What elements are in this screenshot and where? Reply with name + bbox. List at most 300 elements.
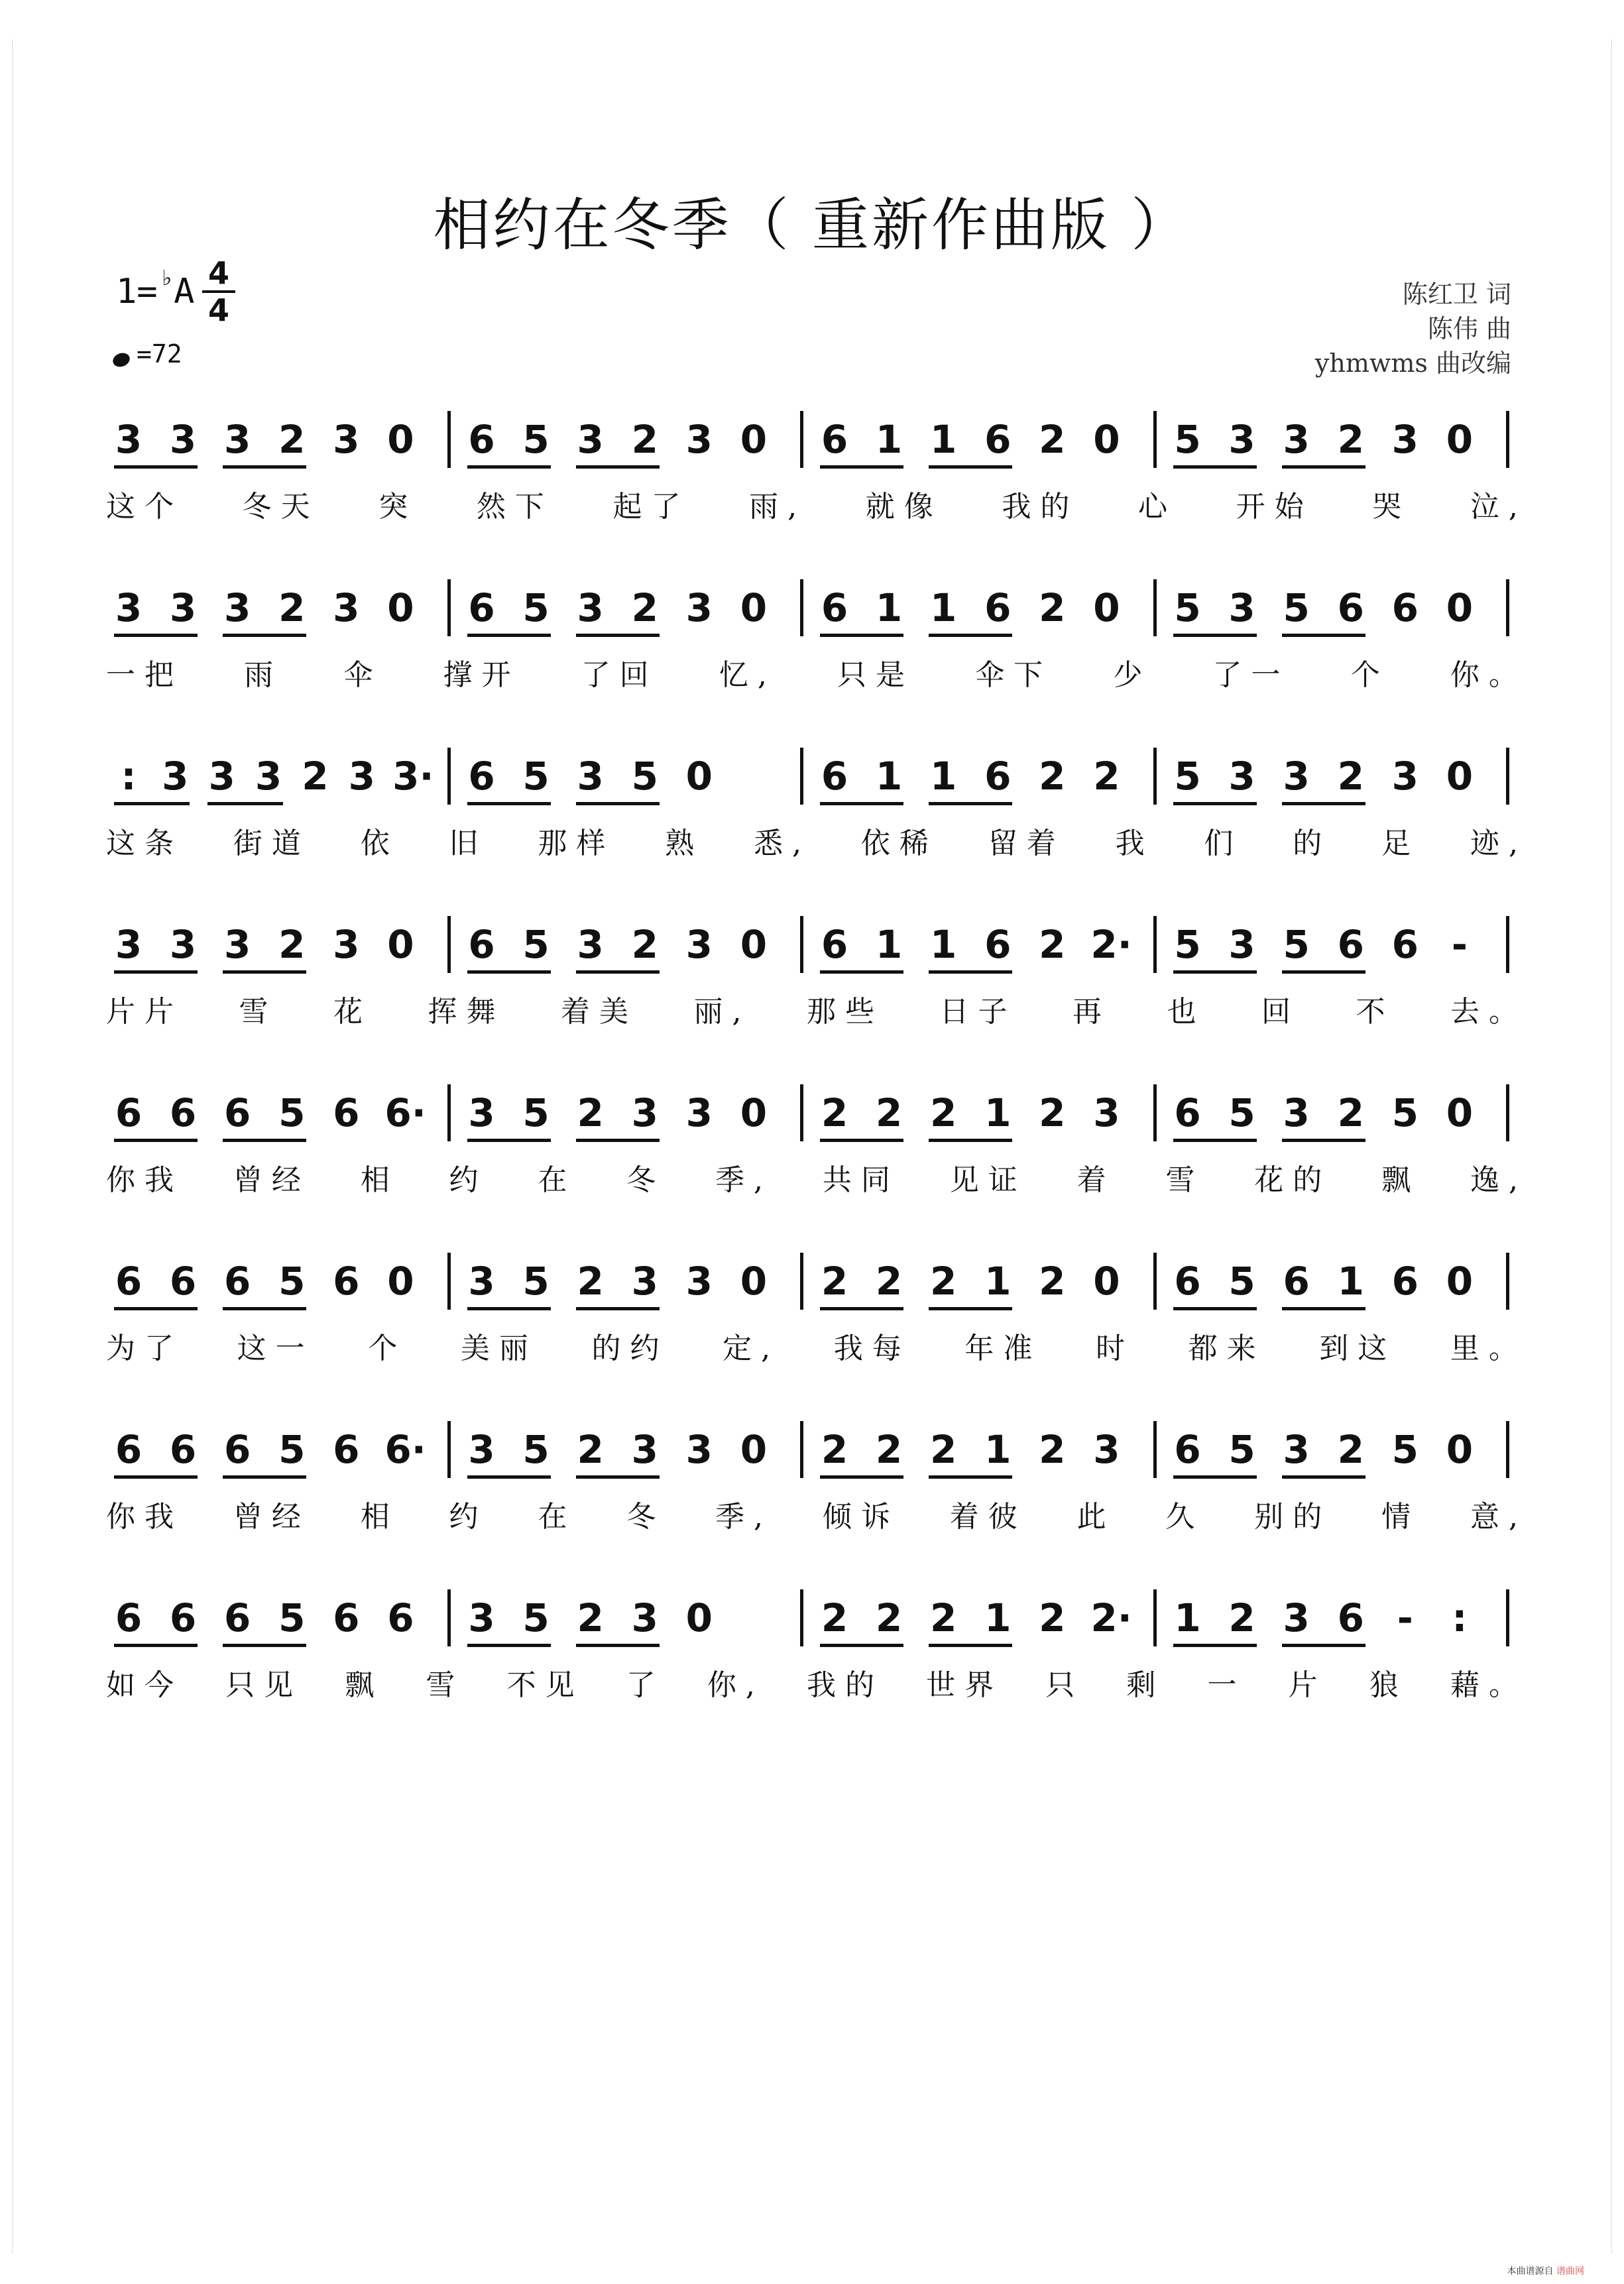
- note: 3: [1391, 754, 1419, 799]
- lyric-word: 突: [378, 490, 408, 524]
- eighth-beam: [114, 802, 190, 805]
- note: 5: [1174, 754, 1201, 799]
- note: 6: [115, 1427, 143, 1472]
- note: 2: [875, 1090, 903, 1135]
- lyric-word: 我 的: [1002, 490, 1070, 524]
- eighth-beam: [114, 465, 198, 469]
- lyric-word: 了: [626, 1668, 656, 1702]
- note: 3: [468, 1259, 495, 1304]
- note: 2: [577, 1595, 604, 1640]
- note: 6: [1174, 1259, 1201, 1304]
- note: 3: [685, 1259, 713, 1304]
- note: 2: [302, 754, 329, 799]
- eighth-beam: [929, 1307, 1012, 1310]
- lyric-word: 这 一: [237, 1332, 305, 1365]
- note: 3: [1228, 922, 1255, 967]
- barline: [1506, 1421, 1509, 1478]
- note: 3: [1228, 417, 1255, 462]
- note: 3: [685, 417, 713, 462]
- barline: [447, 1084, 451, 1141]
- note: 6: [333, 1090, 360, 1135]
- eighth-beam: [576, 1644, 660, 1647]
- lyric-word: 世 界: [926, 1668, 994, 1702]
- note: 3: [169, 585, 197, 630]
- lyrics-line: [106, 1661, 1518, 1703]
- note: 2: [821, 1595, 848, 1640]
- lyric-word: 里 。: [1450, 1332, 1518, 1365]
- score-row: [0, 1426, 1624, 1559]
- lyric-word: 冬: [626, 1163, 656, 1197]
- note: 2: [1337, 1427, 1364, 1472]
- note: 2: [929, 1427, 957, 1472]
- lyric-word: 一: [1207, 1668, 1237, 1702]
- note: 1: [875, 585, 903, 630]
- lyric-word: 少: [1113, 658, 1143, 692]
- eighth-beam: [820, 1644, 903, 1647]
- note: 5: [522, 754, 550, 799]
- note: 6: [984, 922, 1012, 967]
- lyric-word: 熟: [665, 827, 695, 860]
- lyric-word: 悉 ,: [754, 827, 802, 860]
- time-signature-bottom: 4: [207, 292, 229, 328]
- lyric-word: 那 些: [806, 995, 874, 1029]
- lyric-word: 季 ,: [715, 1163, 764, 1197]
- key-signature: [116, 265, 194, 312]
- note: 3: [631, 1427, 658, 1472]
- note: 6: [468, 417, 495, 462]
- tempo-marking: [113, 339, 182, 369]
- barline: [1153, 1084, 1157, 1141]
- lyric-word: 着 彼: [949, 1500, 1017, 1534]
- barline: [1506, 748, 1509, 805]
- lyric-word: 也: [1167, 995, 1196, 1029]
- lyric-word: 这 条: [106, 827, 174, 860]
- eighth-beam: [820, 802, 903, 805]
- eighth-beam: [1173, 1644, 1257, 1647]
- lyric-word: 心: [1137, 490, 1167, 524]
- eighth-beam: [576, 1475, 660, 1479]
- lyrics-line: [106, 1493, 1518, 1535]
- note: 3: [1228, 585, 1255, 630]
- note: :: [1452, 1595, 1468, 1640]
- note: 2: [1228, 1595, 1255, 1640]
- lyric-word: 飘: [1381, 1163, 1411, 1197]
- note: 6: [984, 417, 1012, 462]
- note: 2: [1039, 585, 1066, 630]
- eighth-beam: [820, 970, 903, 974]
- note: 6: [223, 1090, 251, 1135]
- eighth-beam: [1282, 634, 1365, 637]
- eighth-beam: [114, 634, 198, 637]
- note: 2: [577, 1259, 604, 1304]
- lyric-word: 去 。: [1450, 995, 1518, 1029]
- eighth-beam: [576, 970, 660, 974]
- eighth-beam: [929, 1475, 1012, 1479]
- lyric-word: 们: [1204, 827, 1234, 860]
- note: 3: [223, 585, 251, 630]
- eighth-beam: [223, 970, 306, 974]
- barline: [447, 411, 451, 468]
- lyric-word: 藉 。: [1450, 1668, 1518, 1702]
- note: 3: [333, 417, 360, 462]
- note: 2: [929, 1595, 957, 1640]
- note: 2: [1039, 922, 1066, 967]
- lyric-word: 足: [1381, 827, 1411, 860]
- note: 3: [333, 585, 360, 630]
- flat-sign: ♭: [160, 265, 174, 292]
- lyric-word: 相: [360, 1163, 390, 1197]
- eighth-beam: [1173, 1307, 1257, 1310]
- eighth-beam: [114, 1307, 198, 1310]
- score-row: [0, 416, 1624, 549]
- lyrics-line: [106, 1156, 1518, 1198]
- note: 3: [223, 922, 251, 967]
- note: 5: [1283, 585, 1310, 630]
- lyric-word: 街 道: [233, 827, 301, 860]
- eighth-beam: [467, 1307, 551, 1310]
- barline: [800, 1253, 803, 1310]
- eighth-beam: [223, 1307, 306, 1310]
- eighth-beam: [1173, 1139, 1257, 1142]
- note: 0: [740, 1090, 768, 1135]
- note: 6: [169, 1090, 197, 1135]
- eighth-beam: [467, 1139, 551, 1142]
- note: 6·: [384, 1427, 426, 1472]
- lyric-word: 起 了: [612, 490, 681, 524]
- lyric-word: 我 每: [833, 1332, 901, 1365]
- barline: [1153, 748, 1157, 805]
- note: 3: [685, 585, 713, 630]
- note: 0: [740, 1259, 768, 1304]
- note: 5: [522, 417, 550, 462]
- note: 6: [223, 1427, 251, 1472]
- note: 3: [333, 922, 360, 967]
- lyric-word: 依 稀: [860, 827, 929, 860]
- lyric-word: 冬 天: [242, 490, 310, 524]
- lyrics-line: [106, 988, 1518, 1030]
- note: 6: [1391, 585, 1419, 630]
- song-title: 相约在冬季（ 重新作曲版 ）: [433, 192, 1191, 258]
- eighth-beam: [1173, 465, 1257, 469]
- lyric-word: 在: [538, 1163, 567, 1197]
- eighth-beam: [114, 1139, 198, 1142]
- lyric-word: 不: [1356, 995, 1385, 1029]
- note: 2: [631, 417, 658, 462]
- note: 1: [875, 417, 903, 462]
- note: 0: [1446, 585, 1474, 630]
- note: 6: [115, 1090, 143, 1135]
- footer-source: [1507, 2264, 1584, 2277]
- barline: [1153, 1253, 1157, 1310]
- eighth-beam: [1282, 1139, 1365, 1142]
- lyrics-line: [106, 483, 1518, 525]
- note: 6: [223, 1259, 251, 1304]
- note: 2: [1337, 417, 1364, 462]
- lyric-word: 年 准: [964, 1332, 1033, 1365]
- note: 0: [1093, 1259, 1120, 1304]
- note: 1: [929, 754, 957, 799]
- note: 3: [685, 1427, 713, 1472]
- note: 6: [1391, 922, 1419, 967]
- eighth-beam: [929, 634, 1012, 637]
- lyric-word: 个: [1350, 658, 1380, 692]
- note: 1: [929, 585, 957, 630]
- note: 2: [278, 417, 306, 462]
- note: 3: [631, 1090, 658, 1135]
- lyric-word: 飘: [345, 1668, 375, 1702]
- note: 2: [1039, 1595, 1066, 1640]
- lyric-word: 你 我: [106, 1500, 174, 1534]
- lyric-word: 挥 舞: [428, 995, 496, 1029]
- time-signature-top: 4: [207, 255, 229, 291]
- eighth-beam: [820, 1307, 903, 1310]
- lyric-word: 日 子: [939, 995, 1008, 1029]
- note: 6: [115, 1595, 143, 1640]
- eighth-beam: [929, 1644, 1012, 1647]
- score-row: [0, 585, 1624, 717]
- eighth-beam: [1282, 1307, 1365, 1310]
- note: 6: [333, 1427, 360, 1472]
- note: 5: [1228, 1427, 1255, 1472]
- lyric-word: 情: [1381, 1500, 1411, 1534]
- lyric-word: 的: [1293, 827, 1322, 860]
- note: 2: [278, 922, 306, 967]
- lyric-word: 那 样: [538, 827, 606, 860]
- lyric-word: 我: [1115, 827, 1145, 860]
- note: 5: [1174, 417, 1201, 462]
- note: 5: [631, 754, 658, 799]
- lyric-word: 冬: [626, 1500, 656, 1534]
- credits: [1315, 277, 1511, 380]
- eighth-beam: [223, 1139, 306, 1142]
- composer-credit: 陈伟 曲: [1427, 314, 1511, 343]
- note: 3: [115, 585, 143, 630]
- note: 5: [522, 922, 550, 967]
- eighth-beam: [820, 634, 903, 637]
- tempo-value: =72: [137, 339, 182, 369]
- note: 3: [685, 1090, 713, 1135]
- lyric-word: 再: [1072, 995, 1102, 1029]
- note: 6: [468, 585, 495, 630]
- note: 1: [1174, 1595, 1201, 1640]
- note: 3: [1283, 754, 1310, 799]
- note: 3: [223, 417, 251, 462]
- eighth-beam: [1173, 970, 1257, 974]
- note: 3: [115, 417, 143, 462]
- note: 6: [333, 1595, 360, 1640]
- note: 3: [468, 1090, 495, 1135]
- note: 0: [740, 922, 768, 967]
- eighth-beam: [929, 970, 1012, 974]
- lyric-word: 雪: [1165, 1163, 1195, 1197]
- barline: [447, 748, 451, 805]
- note: 3: [685, 922, 713, 967]
- note: 6: [387, 1595, 414, 1640]
- score-row: [0, 1595, 1624, 1727]
- lyric-word: 着: [1076, 1163, 1106, 1197]
- note: 2: [1039, 1259, 1066, 1304]
- lyric-word: 此: [1076, 1500, 1106, 1534]
- lyric-word: 着 美: [561, 995, 628, 1029]
- eighth-beam: [1282, 970, 1365, 974]
- lyric-word: 你 ,: [707, 1668, 755, 1702]
- note: 0: [1446, 754, 1474, 799]
- lyric-word: 开 始: [1236, 490, 1304, 524]
- note: 6: [1337, 922, 1364, 967]
- note: 5: [1391, 1090, 1419, 1135]
- barline: [1153, 579, 1157, 636]
- note: 3: [169, 922, 197, 967]
- barline: [800, 1084, 803, 1141]
- lyricist-credit: 陈红卫 词: [1402, 280, 1511, 309]
- note: 2: [875, 1595, 903, 1640]
- eighth-beam: [467, 970, 551, 974]
- note: 3: [631, 1259, 658, 1304]
- note: 0: [685, 1595, 713, 1640]
- note: 3: [348, 754, 375, 799]
- eighth-beam: [929, 1139, 1012, 1142]
- note: 2: [875, 1427, 903, 1472]
- barline: [1506, 1589, 1509, 1646]
- lyric-word: 久: [1165, 1500, 1195, 1534]
- note: 0: [1446, 1427, 1474, 1472]
- note: -: [1397, 1595, 1413, 1640]
- lyric-word: 都 来: [1188, 1332, 1256, 1365]
- lyric-word: 依: [360, 827, 390, 860]
- note: 0: [387, 417, 414, 462]
- note: 6: [1337, 1595, 1364, 1640]
- note: 5: [278, 1090, 306, 1135]
- lyric-word: 雪: [239, 995, 268, 1029]
- note: 1: [875, 922, 903, 967]
- note: 6: [1174, 1427, 1201, 1472]
- note: 5: [278, 1259, 306, 1304]
- note: 3: [631, 1595, 658, 1640]
- lyric-word: 哭: [1372, 490, 1402, 524]
- note: 1: [984, 1595, 1012, 1640]
- lyrics-line: [106, 1324, 1518, 1367]
- eighth-beam: [1282, 1644, 1365, 1647]
- note: 3: [255, 754, 282, 799]
- note: 6: [468, 922, 495, 967]
- note: 1: [984, 1259, 1012, 1304]
- note: 6: [821, 417, 848, 462]
- lyric-word: 你 。: [1450, 658, 1518, 692]
- note: 2: [1337, 754, 1364, 799]
- note: 2·: [1090, 922, 1132, 967]
- note: -: [1451, 922, 1468, 967]
- lyric-word: 季 ,: [715, 1500, 764, 1534]
- eighth-beam: [576, 465, 660, 469]
- note: 5: [278, 1427, 306, 1472]
- note: 2: [929, 1259, 957, 1304]
- lyric-word: 这 个: [106, 490, 174, 524]
- note: 6: [1391, 1259, 1419, 1304]
- key-prefix: 1=: [116, 272, 158, 312]
- note: 0: [1446, 1259, 1474, 1304]
- note: 6: [223, 1595, 251, 1640]
- note: 2: [1093, 754, 1120, 799]
- note: 2: [278, 585, 306, 630]
- note: 6: [984, 754, 1012, 799]
- note: 3: [162, 754, 189, 799]
- note: 3: [577, 754, 604, 799]
- lyric-word: 意 ,: [1470, 1500, 1518, 1534]
- lyric-word: 的 约: [591, 1332, 660, 1365]
- eighth-beam: [467, 1644, 551, 1647]
- eighth-beam: [467, 1475, 551, 1479]
- note: 6: [333, 1259, 360, 1304]
- note: 5: [1174, 585, 1201, 630]
- note: 3: [1093, 1427, 1120, 1472]
- note: 5: [522, 1595, 550, 1640]
- eighth-beam: [820, 465, 903, 469]
- note: 2·: [1090, 1595, 1132, 1640]
- lyric-word: 旧: [449, 827, 479, 860]
- lyric-word: 曾 经: [233, 1500, 301, 1534]
- note: 5: [1228, 1259, 1255, 1304]
- note: 2: [1039, 1090, 1066, 1135]
- barline: [1506, 411, 1509, 468]
- note: 2: [821, 1427, 848, 1472]
- barline: [800, 1589, 803, 1646]
- quarter-note-icon: [111, 351, 131, 369]
- note: 2: [631, 585, 658, 630]
- eighth-beam: [223, 465, 306, 469]
- eighth-beam: [223, 1644, 306, 1647]
- note: 3·: [392, 754, 434, 799]
- lyric-word: 然 下: [476, 490, 544, 524]
- note: 3: [1283, 417, 1310, 462]
- lyric-word: 撑 开: [443, 658, 511, 692]
- barline: [1506, 1253, 1509, 1310]
- lyrics-line: [106, 651, 1518, 693]
- lyric-word: 花 的: [1254, 1163, 1322, 1197]
- note: 3: [1283, 1090, 1310, 1135]
- note: 1: [984, 1427, 1012, 1472]
- note: 5: [1283, 922, 1310, 967]
- lyric-word: 只 是: [837, 658, 905, 692]
- score-row: [0, 753, 1624, 885]
- note: 2: [577, 1090, 604, 1135]
- lyric-word: 只 见: [225, 1668, 294, 1702]
- note: 0: [1446, 1090, 1474, 1135]
- eighth-beam: [1173, 1475, 1257, 1479]
- lyric-word: 约: [449, 1163, 479, 1197]
- lyric-word: 不 见: [506, 1668, 575, 1702]
- note: 6: [1283, 1259, 1310, 1304]
- score-row: [0, 1090, 1624, 1222]
- note: 3: [169, 417, 197, 462]
- note: 3: [1228, 754, 1255, 799]
- note: 3: [468, 1595, 495, 1640]
- lyric-word: 相: [360, 1500, 390, 1534]
- lyric-word: 了 回: [581, 658, 649, 692]
- note: 6: [821, 922, 848, 967]
- note: 1: [1337, 1259, 1364, 1304]
- note: 5: [1391, 1427, 1419, 1472]
- lyric-word: 雨 ,: [749, 490, 797, 524]
- note: 6: [821, 754, 848, 799]
- note: 2: [631, 922, 658, 967]
- eighth-beam: [576, 1307, 660, 1310]
- barline: [800, 748, 803, 805]
- lyric-word: 伞: [343, 658, 373, 692]
- lyric-word: 见 证: [949, 1163, 1017, 1197]
- note: 5: [522, 1259, 550, 1304]
- lyric-word: 定 ,: [723, 1332, 771, 1365]
- eighth-beam: [207, 802, 283, 805]
